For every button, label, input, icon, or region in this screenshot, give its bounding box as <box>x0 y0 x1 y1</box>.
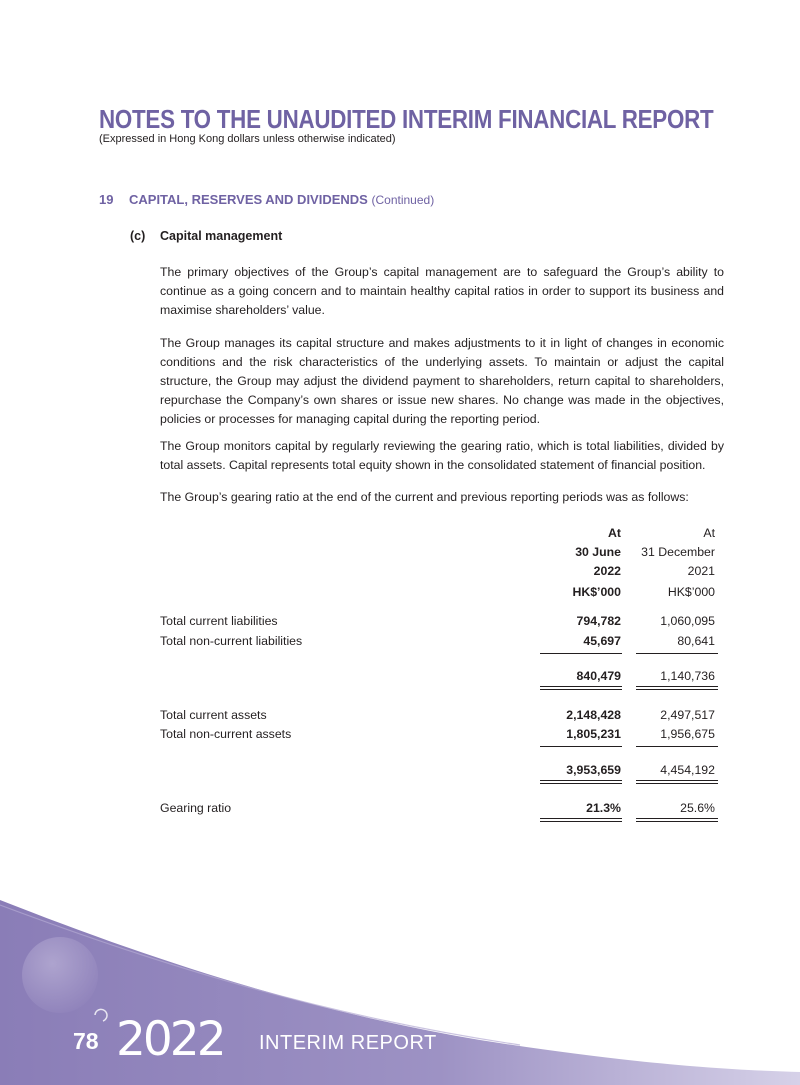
double-rule <box>540 818 622 822</box>
table-row-label: Total non-current assets <box>160 727 292 741</box>
subtotal-rule <box>636 746 718 747</box>
total-assets-2021: 4,454,192 <box>660 763 715 777</box>
table-cell-2022: 794,782 <box>576 614 621 628</box>
gearing-ratio-2021: 25.6% <box>680 801 715 815</box>
subtotal-rule <box>540 653 622 654</box>
paragraph-monitoring: The Group monitors capital by regularly reviewing the gearing ratio, which is total liabilities, divided by total assets. Capital represents total equity shown in the consolidated statement of financial position. <box>160 439 724 472</box>
report-year: 2022 <box>116 1012 224 1067</box>
paragraph-gearing-intro: The Group’s gearing ratio at the end of the current and previous reporting periods was as follows: <box>160 490 689 504</box>
table-cell-2021: 1,956,675 <box>660 727 715 741</box>
section-title: CAPITAL, RESERVES AND DIVIDENDS <box>129 192 368 207</box>
section-number: 19 <box>99 192 114 207</box>
table-row-label: Total current assets <box>160 708 267 722</box>
col1-header-at: At <box>608 526 621 540</box>
double-rule <box>540 780 622 784</box>
subtotal-rule <box>540 746 622 747</box>
table-cell-2022: 1,805,231 <box>566 727 621 741</box>
gearing-ratio-2022: 21.3% <box>586 801 621 815</box>
col2-header-at: At <box>703 526 715 540</box>
report-label: INTERIM REPORT <box>259 1032 437 1054</box>
table-cell-2021: 80,641 <box>677 634 715 648</box>
subsection-heading <box>130 229 282 243</box>
paragraph-objectives: The primary objectives of the Group’s capital management are to safeguard the Group’s ability to continue as a going concern and to maintain healthy capital ratios in order to support its business and maximise shareholders’ value. <box>160 265 724 317</box>
table-cell-2021: 1,060,095 <box>660 614 715 628</box>
double-rule <box>636 780 718 784</box>
col1-header-year: 2022 <box>593 564 621 578</box>
total-liabilities-2021: 1,140,736 <box>660 669 715 683</box>
col2-header-unit: HK$’000 <box>667 585 715 599</box>
table-row-label: Gearing ratio <box>160 801 232 815</box>
total-assets-2022: 3,953,659 <box>566 763 621 777</box>
table-cell-2022: 2,148,428 <box>566 708 621 722</box>
double-rule <box>636 686 718 690</box>
section-heading <box>99 192 434 207</box>
double-rule <box>540 686 622 690</box>
table-row-label: Total non-current liabilities <box>160 634 303 648</box>
table-cell-2022: 45,697 <box>583 634 621 648</box>
col1-header-unit: HK$’000 <box>572 585 621 599</box>
paragraph-structure: The Group manages its capital structure and makes adjustments to it in light of changes in economic conditions and the risk characteristics of the underlying assets. To maintain or adjust the capital structure, the Group may adjust the dividend payment to shareholders, return capital to shareholders, repurchase the Company’s own shares or issue new shares. No change was made in the objectives, policies or processes for managing capital during the reporting period. <box>160 336 724 426</box>
page-number: 78 <box>73 1028 99 1054</box>
col2-header-date: 31 December <box>641 545 715 559</box>
double-rule <box>636 818 718 822</box>
page-subtitle: (Expressed in Hong Kong dollars unless otherwise indicated) <box>99 133 396 145</box>
table-cell-2021: 2,497,517 <box>660 708 715 722</box>
subsection-title: Capital management <box>160 229 283 243</box>
col1-header-date: 30 June <box>575 545 621 559</box>
table-row-label: Total current liabilities <box>160 614 278 628</box>
col2-header-year: 2021 <box>687 564 715 578</box>
total-liabilities-2022: 840,479 <box>576 669 621 683</box>
page-title: NOTES TO THE UNAUDITED INTERIM FINANCIAL REPORT <box>99 104 714 134</box>
subsection-label: (c) <box>130 229 146 243</box>
subtotal-rule <box>636 653 718 654</box>
section-continued: (Continued) <box>371 193 435 207</box>
